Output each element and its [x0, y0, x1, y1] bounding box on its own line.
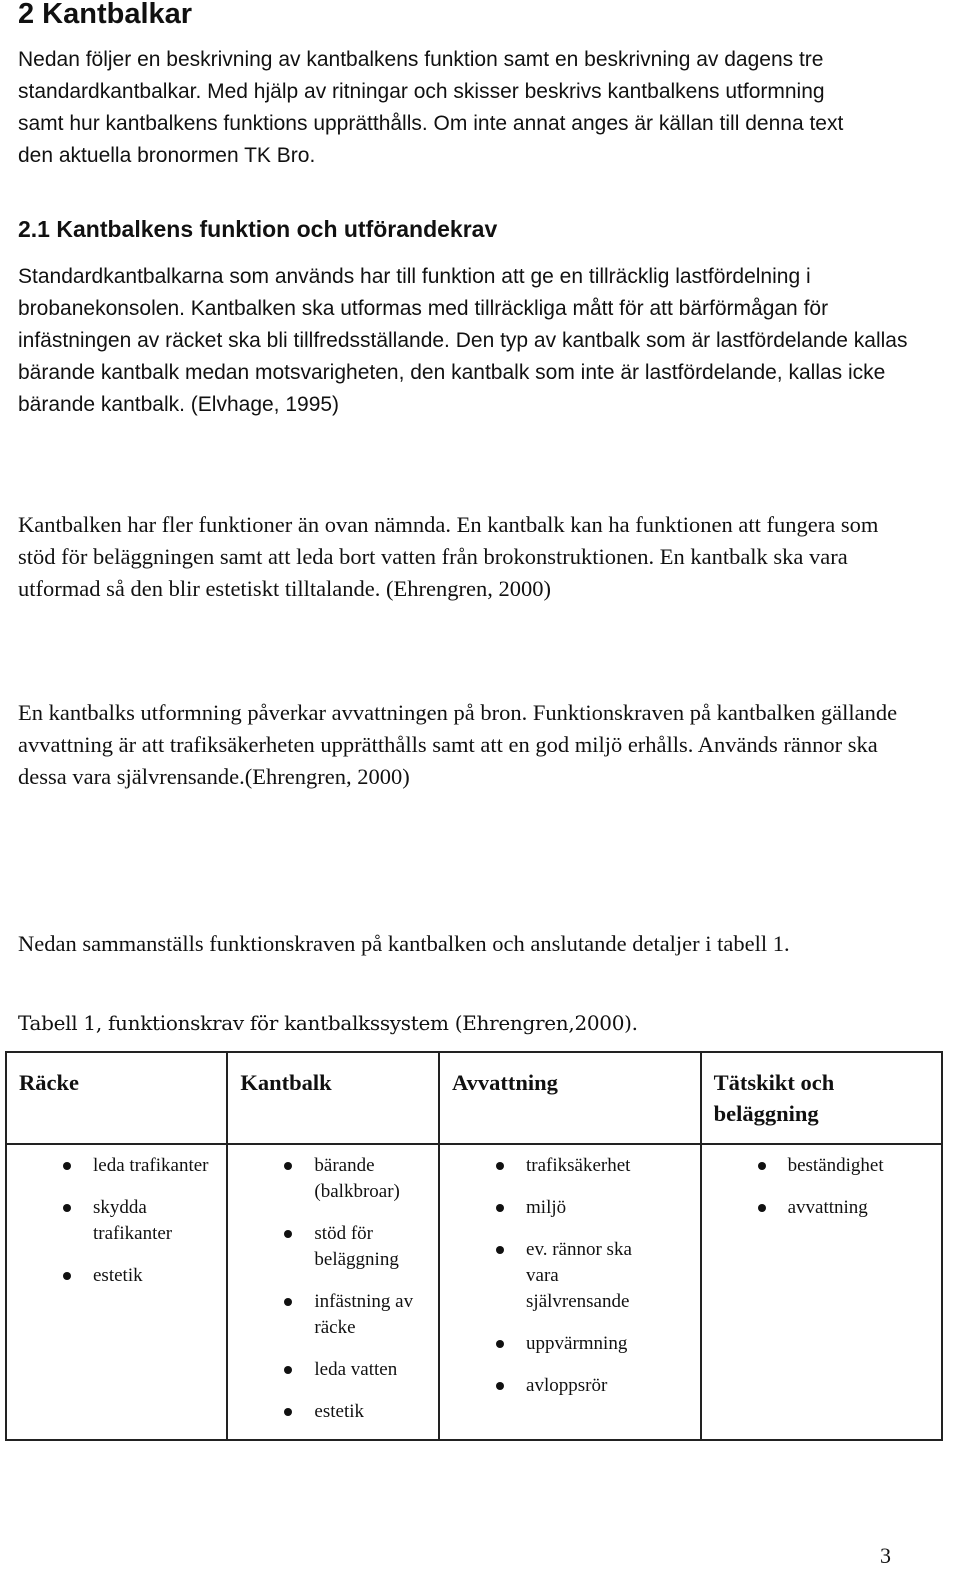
bullet-icon [284, 1230, 292, 1238]
paragraph-1: Standardkantbalkarna som används har till funktion att ge en tillräcklig lastfördelning i brobanekonsolen. Kantbalken ska utformas med tillräckliga mått för att bärförmågan för infästningen av räcket ska bli tillfredsställande. Den typ av kantbalk som är lastfördelande kallas bärande kantbalk medan motsvarigheten, den kantbalk som inte är lastfördelande, kallas icke bärande kantbalk. (Elvhage, 1995) [18, 265, 908, 416]
column-cell-tatskikt [701, 1144, 942, 1440]
function-requirements-table [5, 1051, 943, 1441]
intro-paragraph: Nedan följer en beskrivning av kantbalkens funktion samt en beskrivning av dagens tre standardkantbalkar. Med hjälp av ritningar och skisser beskrivs kantbalkens utformning samt hur kantbalkens funktions upprätthålls. Om inte annat anges är källan till denna text den aktuella bronormen TK Bro. [18, 48, 844, 167]
paragraph-3: En kantbalks utformning påverkar avvattningen på bron. Funktionskraven på kantbalken gällande avvattning är att trafiksäkerheten upprätthålls samt att en god miljö erhålls. Används rännor ska dessa vara självrensande.(Ehrengren, 2000) [18, 700, 898, 789]
column-cell-racke [6, 1144, 227, 1440]
column-cell-kantbalk [227, 1144, 439, 1440]
list-item: estetik [234, 1399, 432, 1425]
list-item: miljö [446, 1195, 664, 1221]
bullet-icon [496, 1162, 504, 1170]
list-item: bärande (balkbroar) [234, 1153, 432, 1205]
header-cell-racke: Räcke [6, 1052, 227, 1144]
list-item: infästning av räcke [234, 1289, 432, 1341]
list-item: trafiksäkerhet [446, 1153, 664, 1179]
bullet-icon [758, 1162, 766, 1170]
page-number: 3 [880, 1543, 891, 1568]
bullet-icon [496, 1204, 504, 1212]
bullet-icon [284, 1366, 292, 1374]
bullet-icon [63, 1162, 71, 1170]
list-item: ev. rännor ska vara självrensande [446, 1237, 664, 1315]
list-item: leda vatten [234, 1357, 432, 1383]
list-item: avloppsrör [446, 1373, 664, 1399]
header-cell-kantbalk: Kantbalk [227, 1052, 439, 1144]
table-caption: Tabell 1, funktionskrav för kantbalkssystem (Ehrengren,2000). [18, 1011, 638, 1035]
list-item: stöd för beläggning [234, 1221, 432, 1273]
list-item: skydda trafikanter [13, 1195, 220, 1247]
bullet-icon [496, 1246, 504, 1254]
bullet-icon [63, 1272, 71, 1280]
section-heading: 2 Kantbalkar [18, 0, 193, 30]
list-item: uppvärmning [446, 1331, 664, 1357]
subsection-heading: 2.1 Kantbalkens funktion och utförandekrav [18, 216, 498, 242]
table-row [6, 1144, 942, 1440]
column-cell-avvattning [439, 1144, 701, 1440]
bullet-icon [758, 1204, 766, 1212]
bullet-icon [284, 1162, 292, 1170]
list-item: leda trafikanter [13, 1153, 220, 1179]
list-item: estetik [13, 1263, 220, 1289]
bullet-icon [63, 1204, 71, 1212]
header-cell-tatskikt: Tätskikt och beläggning [701, 1052, 942, 1144]
header-cell-avvattning: Avvattning [439, 1052, 701, 1144]
bullet-icon [284, 1298, 292, 1306]
bullet-icon [496, 1382, 504, 1390]
table-header-row [6, 1052, 942, 1144]
bullet-icon [496, 1340, 504, 1348]
paragraph-4: Nedan sammanställs funktionskraven på kantbalken och anslutande detaljer i tabell 1. [18, 931, 790, 956]
paragraph-2: Kantbalken har fler funktioner än ovan nämnda. En kantbalk kan ha funktionen att fungera som stöd för beläggningen samt att leda bort vatten från brokonstruktionen. En kantbalk ska vara utformad så den blir estetiskt tilltalande. (Ehrengren, 2000) [18, 512, 879, 601]
list-item: avvattning [708, 1195, 935, 1221]
bullet-icon [284, 1408, 292, 1416]
list-item: beständighet [708, 1153, 935, 1179]
